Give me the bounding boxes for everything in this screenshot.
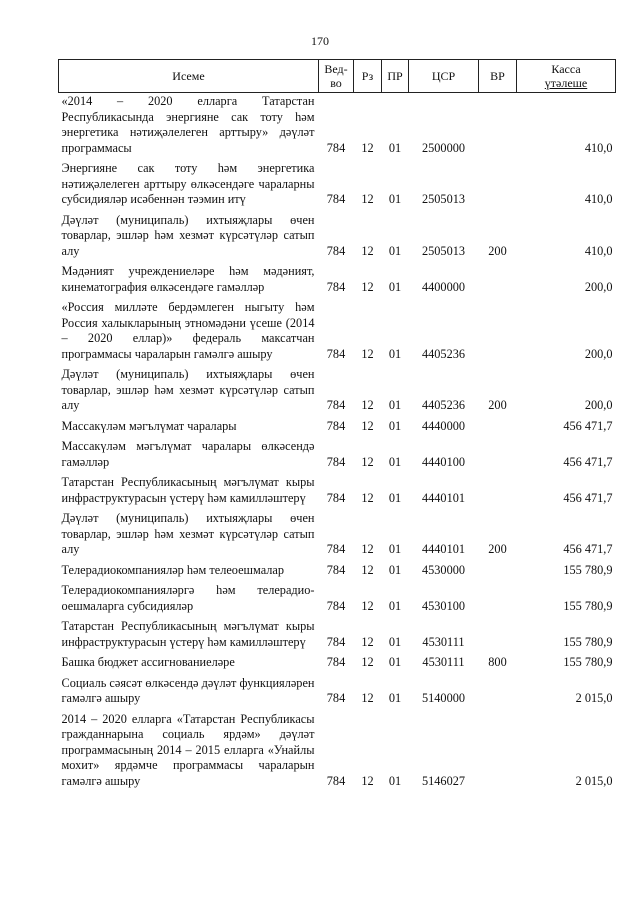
row-csr: 4530111 xyxy=(422,634,465,649)
row-sum: 2 015,0 xyxy=(575,773,613,788)
table-row xyxy=(59,212,616,264)
row-pr: 01 xyxy=(388,243,402,258)
row-sum: 200,0 xyxy=(584,346,613,361)
table-row xyxy=(59,562,616,583)
row-rz: 12 xyxy=(361,562,374,577)
row-pr: 01 xyxy=(388,542,402,556)
row-rz: 12 xyxy=(361,418,374,433)
row-pr: 01 xyxy=(388,691,402,705)
row-sum: 410,0 xyxy=(584,192,613,206)
row-csr: 4530000 xyxy=(421,562,466,577)
row-csr: 4530111 xyxy=(422,655,465,669)
row-name: Мәдәният учреждениеләре һәм мәдәният, кинематография өлкәсендәге гамәлләр xyxy=(61,264,315,294)
row-csr: 5140000 xyxy=(421,691,466,705)
row-vr xyxy=(479,299,517,366)
row-pr: 01 xyxy=(388,279,402,294)
row-csr: 2505013 xyxy=(421,192,466,206)
row-name: Дәүләт (муниципаль) ихтыяҗлары өчен товарлар, эшләр һәм хезмәт күрсәтүләр сатып алу xyxy=(61,367,315,412)
row-rz: 12 xyxy=(361,634,374,649)
table-row xyxy=(59,160,616,212)
row-pr: 01 xyxy=(388,192,402,206)
row-vr: 800 xyxy=(488,655,507,669)
header-csr: ЦСР xyxy=(409,60,479,93)
row-sum: 456 471,7 xyxy=(563,454,613,469)
row-sum: 200,0 xyxy=(584,398,613,412)
row-pr: 01 xyxy=(388,346,402,361)
row-name: Массакүләм мәгълүмат чаралары өлкәсендә гамәлләр xyxy=(61,439,315,469)
header-vr: ВР xyxy=(479,60,517,93)
row-sum: 2 015,0 xyxy=(575,691,613,705)
row-vr xyxy=(479,618,517,654)
table-row xyxy=(59,582,616,618)
row-name: «Россия милләте бердәмлеген ныгыту һәм Россия халыкларының этномәдәни үсеше (2014 – 2020 еллар)» федераль максатчан программасы чараларын гамәлгә ашыру xyxy=(61,300,315,361)
table-row xyxy=(59,675,616,711)
row-name: Телерадиокомпанияләр һәм телеоешмалар xyxy=(61,562,285,577)
row-name: Социаль сәясәт өлкәсендә дәүләт функцияләрен гамәлгә ашыру xyxy=(61,675,315,705)
row-sum: 456 471,7 xyxy=(563,418,613,433)
row-vr xyxy=(479,582,517,618)
table-row xyxy=(59,93,616,161)
row-vr xyxy=(479,438,517,474)
row-csr: 2500000 xyxy=(421,140,466,155)
row-ved: 784 xyxy=(326,490,346,505)
row-ved: 784 xyxy=(326,192,346,206)
row-csr: 4400000 xyxy=(421,279,466,294)
row-sum: 200,0 xyxy=(584,279,613,294)
page-number: 170 xyxy=(311,34,329,48)
table-row xyxy=(59,366,616,418)
row-csr: 4405236 xyxy=(421,346,466,361)
table-row xyxy=(59,438,616,474)
row-vr xyxy=(479,675,517,711)
row-sum: 410,0 xyxy=(584,140,613,155)
row-ved: 784 xyxy=(326,542,346,556)
row-vr xyxy=(479,418,517,439)
row-csr: 4440101 xyxy=(421,490,466,505)
table-row xyxy=(59,510,616,562)
row-csr: 4405236 xyxy=(421,398,466,412)
row-ved: 784 xyxy=(326,634,346,649)
row-ved: 784 xyxy=(326,454,346,469)
row-sum: 456 471,7 xyxy=(563,542,613,556)
row-sum: 155 780,9 xyxy=(563,562,613,577)
row-vr xyxy=(479,474,517,510)
row-rz: 12 xyxy=(361,542,374,556)
row-rz: 12 xyxy=(361,655,374,669)
row-name: Дәүләт (муниципаль) ихтыяҗлары өчен товарлар, эшләр һәм хезмәт күрсәтүләр сатып алу xyxy=(61,212,315,258)
row-csr: 4440101 xyxy=(421,542,466,556)
row-pr: 01 xyxy=(388,655,402,669)
row-vr xyxy=(479,263,517,299)
table-row xyxy=(59,654,616,675)
row-sum: 456 471,7 xyxy=(563,490,613,505)
row-ved: 784 xyxy=(326,243,346,258)
row-ved: 784 xyxy=(326,655,346,669)
row-csr: 4440000 xyxy=(421,418,466,433)
row-ved: 784 xyxy=(326,691,346,705)
row-pr: 01 xyxy=(388,398,402,412)
row-name: Энергияне сак тоту һәм энергетика нәтиҗәлелеген арттыру өлкәсендәге чараларны субсидияләр исәбеннән тәэмин итү xyxy=(61,161,315,206)
table-row xyxy=(59,711,616,794)
table-row xyxy=(59,418,616,439)
row-rz: 12 xyxy=(361,279,374,294)
row-pr: 01 xyxy=(388,454,402,469)
table-row xyxy=(59,474,616,510)
row-vr xyxy=(479,711,517,794)
row-pr: 01 xyxy=(388,634,402,649)
row-csr: 4440100 xyxy=(421,454,466,469)
row-pr: 01 xyxy=(388,773,402,788)
row-name: Татарстан Республикасының мәгълүмат кыры инфраструктурасын үстерү һәм камилләштерү xyxy=(61,619,315,649)
row-name: Телерадиокомпанияләргә һәм телерадио-оешмаларга субсидияләр xyxy=(61,583,315,613)
row-sum: 155 780,9 xyxy=(563,655,613,669)
row-name: Дәүләт (муниципаль) ихтыяҗлары өчен товарлар, эшләр һәм хезмәт күрсәтүләр сатып алу xyxy=(61,511,315,556)
row-pr: 01 xyxy=(388,598,402,613)
row-ved: 784 xyxy=(326,140,346,155)
row-rz: 12 xyxy=(361,243,374,258)
row-ved: 784 xyxy=(326,279,346,294)
table-body xyxy=(59,93,616,794)
row-rz: 12 xyxy=(361,454,374,469)
row-ved: 784 xyxy=(326,598,346,613)
row-pr: 01 xyxy=(388,418,402,433)
row-vr xyxy=(479,93,517,161)
row-rz: 12 xyxy=(361,598,374,613)
header-rz: Рз xyxy=(354,60,382,93)
row-pr: 01 xyxy=(388,490,402,505)
row-vr: 200 xyxy=(488,542,507,556)
row-rz: 12 xyxy=(361,192,374,206)
row-sum: 155 780,9 xyxy=(563,634,613,649)
row-vr: 200 xyxy=(488,243,507,258)
row-csr: 5146027 xyxy=(421,773,466,788)
row-rz: 12 xyxy=(361,490,374,505)
row-ved: 784 xyxy=(326,418,346,433)
row-ved: 784 xyxy=(326,562,346,577)
table-row xyxy=(59,618,616,654)
header-ved: Вед-во xyxy=(319,60,354,93)
table-row xyxy=(59,299,616,366)
row-sum: 155 780,9 xyxy=(563,598,613,613)
row-csr: 2505013 xyxy=(421,243,466,258)
row-ved: 784 xyxy=(326,346,346,361)
row-name: Башка бюджет ассигнованиеләре xyxy=(61,655,235,669)
row-vr xyxy=(479,160,517,212)
header-sum xyxy=(517,60,616,93)
row-sum: 410,0 xyxy=(584,243,613,258)
budget-table xyxy=(58,59,616,793)
table-header xyxy=(59,60,616,93)
row-ved: 784 xyxy=(326,398,346,412)
header-sum-line1: Касса xyxy=(551,62,581,76)
table-row xyxy=(59,263,616,299)
row-pr: 01 xyxy=(388,562,402,577)
header-sum-line2: үтәлеше xyxy=(544,76,588,90)
row-rz: 12 xyxy=(361,691,374,705)
header-pr: ПР xyxy=(382,60,409,93)
row-ved: 784 xyxy=(326,773,346,788)
row-vr: 200 xyxy=(488,398,507,412)
row-name: Татарстан Республикасының мәгълүмат кыры инфраструктурасын үстерү һәм камилләштерү xyxy=(61,475,315,505)
row-name: Массакүләм мәгълүмат чаралары xyxy=(61,418,237,433)
row-pr: 01 xyxy=(388,140,402,155)
row-vr xyxy=(479,562,517,583)
row-name: 2014 – 2020 елларга «Татарстан Республикасы гражданнарына социаль ярдәм» дәүләт программасының 2014 – 2015 елларга «Унайлы мохит» ярдәмче программасы чараларын гамәлгә ашыру xyxy=(61,711,315,788)
row-rz: 12 xyxy=(361,346,374,361)
header-name: Исеме xyxy=(59,60,319,93)
row-rz: 12 xyxy=(361,398,374,412)
row-name: «2014 – 2020 елларга Татарстан Республикасында энергияне сак тоту һәм энергетика нәтиҗәлелеген арттыру» дәүләт программасы xyxy=(61,94,315,155)
row-csr: 4530100 xyxy=(421,598,466,613)
row-rz: 12 xyxy=(361,773,374,788)
row-rz: 12 xyxy=(361,140,374,155)
